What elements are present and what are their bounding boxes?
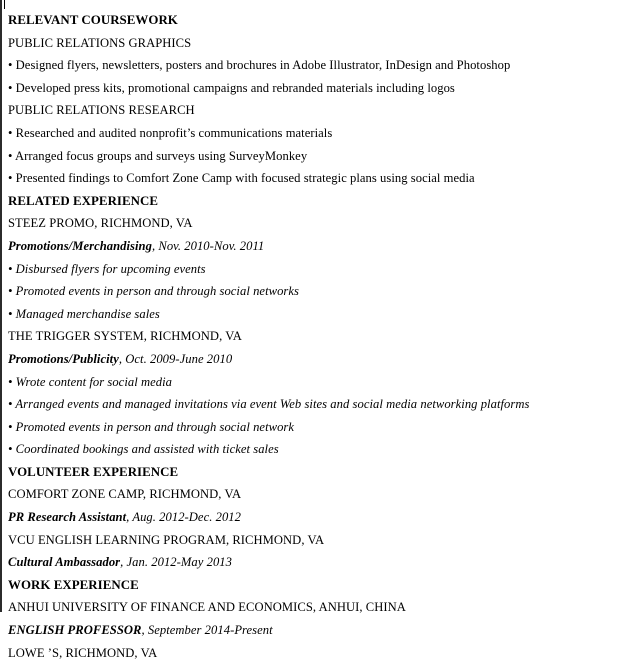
organization-line: VCU ENGLISH LEARNING PROGRAM, RICHMOND, VA [8, 532, 325, 547]
organization-line: ANHUI UNIVERSITY OF FINANCE AND ECONOMICS, ANHUI, CHINA [8, 600, 406, 615]
bullet-item: • Promoted events in person and through social networks [8, 284, 299, 299]
role-dates: , Jan. 2012-May 2013 [120, 555, 232, 570]
role-line [8, 235, 624, 258]
section-heading: RELATED EXPERIENCE [8, 193, 159, 208]
bullet-item: • Disbursed flyers for upcoming events [8, 261, 206, 276]
bullet-item: • Promoted events in person and through social network [8, 419, 295, 434]
role-line [8, 551, 624, 574]
bullet-item: • Arranged focus groups and surveys using SurveyMonkey [8, 148, 308, 163]
bullet-item: • Researched and audited nonprofit’s communications materials [8, 125, 333, 140]
text-caret [4, 0, 5, 9]
section-heading: WORK EXPERIENCE [8, 577, 139, 592]
role-dates: , Oct. 2009-June 2010 [118, 351, 233, 366]
role-line [8, 348, 624, 371]
role-title: Promotions/Merchandising [8, 238, 152, 253]
section-heading: RELEVANT COURSEWORK [8, 13, 178, 27]
bullet-item: • Designed flyers, newsletters, posters and brochures in Adobe Illustrator, InDesign and Photoshop [8, 58, 511, 73]
role-title: Cultural Ambassador [8, 555, 121, 570]
bullet-item: • Coordinated bookings and assisted with ticket sales [8, 442, 279, 457]
organization-line: LOWE ’S, RICHMOND, VA [8, 645, 158, 660]
organization-line: PUBLIC RELATIONS RESEARCH [8, 103, 195, 118]
organization-line: STEEZ PROMO, RICHMOND, VA [8, 216, 193, 231]
resume-body [2, 0, 630, 664]
role-line [8, 506, 624, 529]
role-dates: , September 2014-Present [141, 623, 273, 638]
role-dates: , Nov. 2010-Nov. 2011 [151, 238, 265, 253]
bullet-item: • Arranged events and managed invitations via event Web sites and social media networking platforms [8, 397, 530, 412]
section-heading: VOLUNTEER EXPERIENCE [8, 464, 179, 479]
organization-line: PUBLIC RELATIONS GRAPHICS [8, 35, 192, 50]
role-title: PR Research Assistant [8, 510, 127, 525]
bullet-item: • Managed merchandise sales [8, 306, 160, 321]
bullet-item: • Wrote content for social media [8, 374, 172, 389]
organization-line: COMFORT ZONE CAMP, RICHMOND, VA [8, 487, 242, 502]
role-dates: , Aug. 2012-Dec. 2012 [126, 510, 241, 525]
bullet-item: • Presented findings to Comfort Zone Camp with focused strategic plans using social media [8, 171, 475, 186]
organization-line: THE TRIGGER SYSTEM, RICHMOND, VA [8, 329, 242, 344]
role-title: Promotions/Publicity [8, 351, 119, 366]
bullet-item: • Developed press kits, promotional campaigns and rebranded materials including logos [8, 80, 455, 95]
role-title: ENGLISH PROFESSOR [8, 623, 142, 638]
role-line [8, 619, 624, 642]
